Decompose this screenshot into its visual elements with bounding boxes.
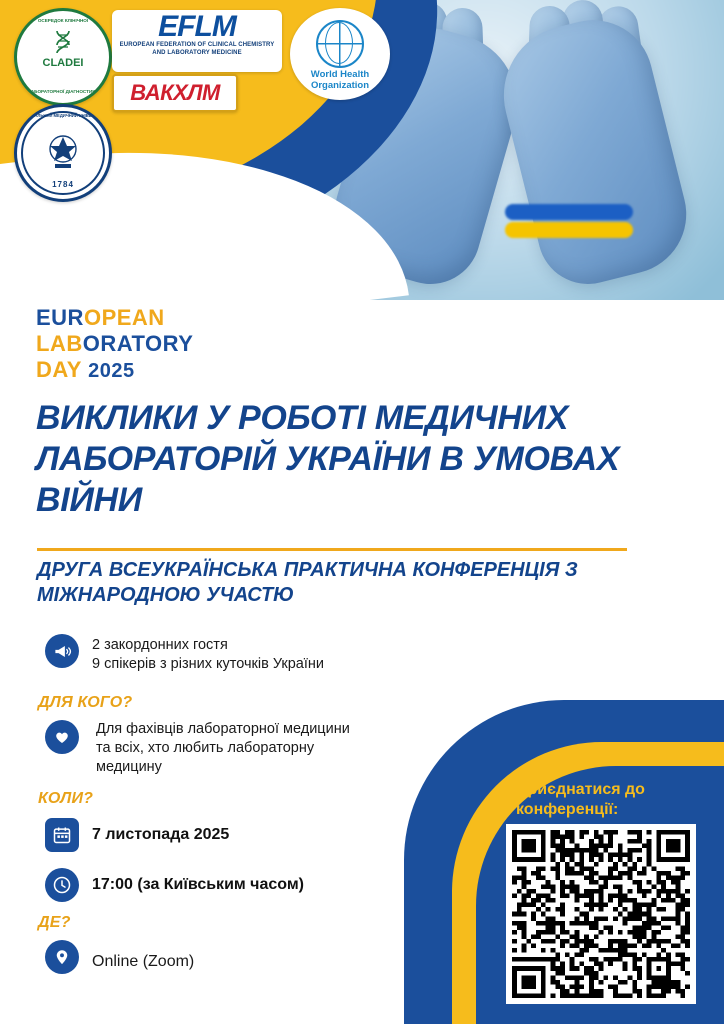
globe-icon <box>316 20 364 68</box>
megaphone-glyph <box>53 642 72 661</box>
calendar-glyph <box>52 825 72 845</box>
when-date: 7 листопада 2025 <box>92 826 230 843</box>
clock-icon <box>45 868 79 902</box>
brand-line-3 <box>36 357 193 384</box>
ukraine-flag-blue-stripe <box>505 204 633 220</box>
where-heading: ДЕ? <box>38 914 71 931</box>
logo-vakhlm-word: ВАКХЛМ <box>130 80 220 105</box>
logo-cladei-top-text: ОСЕРЕДОК КЛІНІЧНОЇ <box>37 18 89 23</box>
where-value: Online (Zoom) <box>92 953 195 970</box>
heart-glyph <box>53 728 71 746</box>
page-title: ВИКЛИКИ У РОБОТІ МЕДИЧНИХ ЛАБОРАТОРІЙ УКРАЇНИ В УМОВАХ ВІЙНИ <box>36 399 620 519</box>
audience-line-3: медицину <box>96 759 162 775</box>
logo-who-line1: World Health <box>310 68 370 80</box>
brand-line-2-b: ORATORY <box>82 331 194 356</box>
join-line-2: конференції: <box>516 801 619 818</box>
qr-code-canvas[interactable] <box>512 830 690 998</box>
brand-line-2-a: LAB <box>36 331 83 356</box>
logo-cladei-acronym: CLADEI <box>42 57 84 70</box>
brand-line-1-a: EUR <box>36 305 84 330</box>
when-time: 17:00 (за Київським часом) <box>92 876 304 893</box>
clock-glyph <box>52 875 72 895</box>
logo-university-top-text: НАЦІОНАЛЬНИЙ МЕДИЧНИЙ УНІВЕРСИТЕТ <box>17 113 109 118</box>
dna-icon <box>50 29 76 55</box>
brand-line-3-a: DAY <box>36 357 82 382</box>
logo-who-line2: Organization <box>310 79 370 91</box>
location-pin-icon <box>45 940 79 974</box>
heart-icon <box>45 720 79 754</box>
join-line-1: Приєднатися до <box>516 781 645 798</box>
qr-code[interactable] <box>506 824 696 1004</box>
logo-cladei-bottom-text: ЛАБОРАТОРНОЇ ДІАГНОСТИКИ <box>27 89 99 94</box>
logo-eflm-word: EFLM <box>158 10 236 43</box>
audience-heading: ДЛЯ КОГО? <box>38 694 133 711</box>
join-conference-text <box>516 780 716 820</box>
page-subtitle: ДРУГА ВСЕУКРАЇНСЬКА ПРАКТИЧНА КОНФЕРЕНЦІЯ З МІЖНАРОДНОЮ УЧАСТЮ <box>37 559 578 606</box>
logo-eflm-subtitle-2: AND LABORATORY MEDICINE <box>152 49 242 56</box>
logo-eflm <box>112 10 282 72</box>
location-pin-glyph <box>53 948 71 966</box>
speakers-line-1: 2 закордонних гостя <box>92 637 228 653</box>
calendar-icon <box>45 818 79 852</box>
audience-line-2: та всіх, хто любить лабораторну <box>96 740 315 756</box>
european-laboratory-day-brand <box>36 305 193 384</box>
logo-university-year: 1784 <box>52 180 74 189</box>
when-heading: КОЛИ? <box>38 790 94 807</box>
ukraine-flag-yellow-stripe <box>505 222 633 238</box>
audience-line-1: Для фахівців лабораторної медицини <box>96 721 350 737</box>
title-divider <box>37 548 627 551</box>
brand-line-2 <box>36 331 193 357</box>
logo-who <box>290 8 390 100</box>
brand-year: 2025 <box>88 360 135 382</box>
megaphone-icon <box>45 634 79 668</box>
logo-university <box>14 104 112 202</box>
brand-line-1 <box>36 305 193 331</box>
brand-line-1-b: OPEAN <box>83 305 165 330</box>
speakers-line-2: 9 спікерів з різних куточків України <box>92 656 324 672</box>
logo-eflm-subtitle-1: EUROPEAN FEDERATION OF CLINICAL CHEMISTRY <box>119 42 275 48</box>
logo-who-inner <box>311 18 369 91</box>
logo-vakhlm <box>112 74 238 112</box>
logo-cladei <box>14 8 112 106</box>
